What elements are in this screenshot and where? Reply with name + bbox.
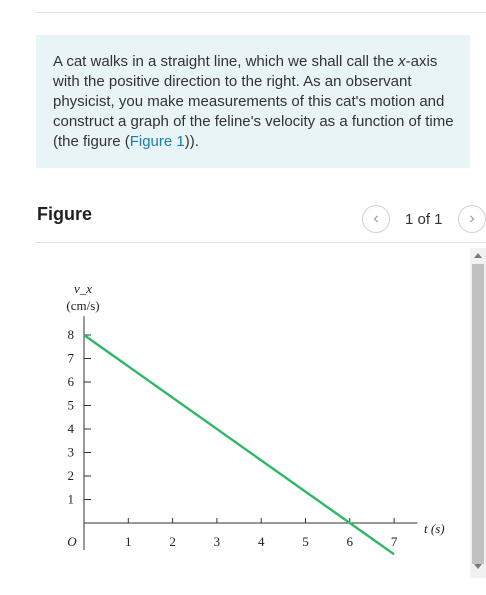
x-tick-label: 2 — [169, 534, 176, 549]
origin-label: O — [67, 534, 77, 549]
figure-link[interactable]: Figure 1 — [129, 133, 185, 150]
x-axis-label: t (s) — [424, 521, 445, 536]
x-tick-label: 3 — [213, 534, 221, 549]
y-tick-label: 3 — [67, 444, 74, 460]
chevron-left-icon: ‹ — [373, 210, 379, 227]
problem-text-2: -axis with the positive direction to the right. As an observant physicist, you make measurements of this cat's motion and construct a graph of the feline's velocity as a function of time (the figure ( — [53, 53, 454, 150]
y-tick-label: 7 — [67, 350, 74, 366]
problem-x-variable: x — [398, 53, 406, 70]
scroll-thumb[interactable] — [472, 264, 484, 564]
y-axis-unit: (cm/s) — [66, 298, 100, 313]
x-tick-label: 6 — [346, 534, 354, 549]
scroll-down-arrow-icon[interactable] — [474, 564, 482, 569]
x-tick-label: 5 — [302, 534, 309, 549]
problem-text-3: )). — [184, 133, 199, 150]
x-tick-label: 1 — [125, 534, 132, 549]
velocity-series-line — [84, 335, 394, 554]
y-tick-label: 1 — [67, 491, 74, 507]
chevron-right-icon: › — [469, 210, 475, 227]
y-axis-symbol: v_x — [73, 281, 93, 296]
figure-title: Figure — [37, 204, 93, 224]
pager-count: 1 of 1 — [405, 211, 443, 228]
y-tick-label: 8 — [67, 327, 74, 342]
y-tick-label: 2 — [67, 468, 74, 483]
y-tick-label: 5 — [67, 397, 74, 413]
figure-scrollbar[interactable] — [470, 248, 486, 578]
scroll-up-arrow-icon[interactable] — [474, 253, 482, 258]
y-tick-label: 6 — [67, 374, 74, 389]
x-tick-label: 7 — [390, 534, 398, 549]
problem-text-1: A cat walks in a straight line, which we shall call the — [53, 53, 399, 70]
y-tick-label: 4 — [67, 421, 74, 436]
x-tick-label: 4 — [257, 534, 265, 549]
